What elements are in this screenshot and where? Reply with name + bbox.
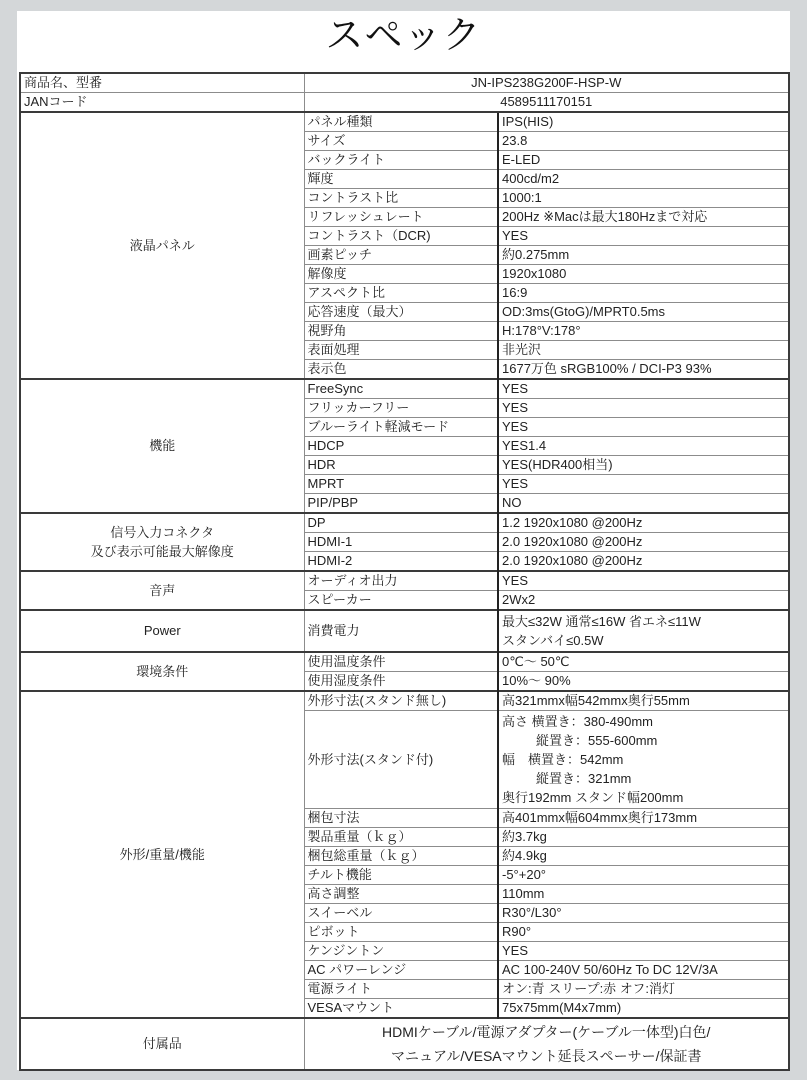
spec-key: PIP/PBP xyxy=(304,494,498,514)
group-label-accessories: 付属品 xyxy=(20,1018,304,1070)
spec-key: 応答速度（最大） xyxy=(304,303,498,322)
table-row xyxy=(20,610,789,652)
group-label-features: 機能 xyxy=(20,379,304,513)
table-row xyxy=(20,652,789,672)
spec-value: 10%～ 90% xyxy=(498,672,789,692)
table-row-jan xyxy=(20,93,789,113)
spec-key: MPRT xyxy=(304,475,498,494)
spec-value: 2Wx2 xyxy=(498,591,789,611)
spec-value-power xyxy=(498,610,789,652)
spec-key: 消費電力 xyxy=(304,610,498,652)
spec-value-stand-dimensions xyxy=(498,711,789,809)
spec-value: YES xyxy=(498,571,789,591)
spec-key: スイーベル xyxy=(304,904,498,923)
value-line: 高さ 横置き：380-490mm xyxy=(502,714,653,729)
spec-key: ケンジントン xyxy=(304,942,498,961)
spec-key: 外形寸法(スタンド無し) xyxy=(304,691,498,711)
spec-value: YES xyxy=(498,942,789,961)
value-line: 縦置き：555-600mm xyxy=(536,733,658,748)
spec-value: NO xyxy=(498,494,789,514)
spec-key: ピボット xyxy=(304,923,498,942)
table-row xyxy=(20,379,789,399)
spec-key: 高さ調整 xyxy=(304,885,498,904)
row-label: 商品名、型番 xyxy=(20,73,304,93)
value-line: 幅 横置き：542mm xyxy=(502,752,624,767)
spec-value: AC 100-240V 50/60Hz To DC 12V/3A xyxy=(498,961,789,980)
table-row xyxy=(20,513,789,533)
value-line: スタンバイ≤0.5W xyxy=(502,633,604,648)
spec-key: 使用湿度条件 xyxy=(304,672,498,692)
spec-key: バックライト xyxy=(304,151,498,170)
table-row-accessories xyxy=(20,1018,789,1070)
spec-key: 外形寸法(スタンド付) xyxy=(304,711,498,809)
accessories-value xyxy=(304,1018,789,1070)
spec-key: HDMI-2 xyxy=(304,552,498,572)
spec-key: 輝度 xyxy=(304,170,498,189)
spec-sheet-page xyxy=(17,11,790,1070)
spec-value: R90° xyxy=(498,923,789,942)
spec-key: HDMI-1 xyxy=(304,533,498,552)
spec-value: 高321mmx幅542mmx奥行55mm xyxy=(498,691,789,711)
spec-value: 23.8 xyxy=(498,132,789,151)
spec-table xyxy=(19,72,790,1071)
spec-value: H:178°V:178° xyxy=(498,322,789,341)
spec-value: 約0.275mm xyxy=(498,246,789,265)
spec-value: YES xyxy=(498,227,789,246)
spec-value: R30°/L30° xyxy=(498,904,789,923)
table-row xyxy=(20,691,789,711)
value-line: 最大≤32W 通常≤16W 省エネ≤11W xyxy=(502,614,701,629)
group-label-input-connectors xyxy=(20,513,304,571)
spec-value: IPS(HIS) xyxy=(498,112,789,132)
spec-value: 75x75mm(M4x7mm) xyxy=(498,999,789,1019)
spec-key: チルト機能 xyxy=(304,866,498,885)
spec-value: 約3.7kg xyxy=(498,828,789,847)
value-line: マニュアル/VESAマウント延長スペーサー/保証書 xyxy=(390,1048,702,1064)
spec-value: YES xyxy=(498,475,789,494)
spec-value: YES(HDR400相当) xyxy=(498,456,789,475)
spec-key: コントラスト（DCR) xyxy=(304,227,498,246)
spec-key: AC パワーレンジ xyxy=(304,961,498,980)
spec-key: HDCP xyxy=(304,437,498,456)
spec-key: 視野角 xyxy=(304,322,498,341)
spec-key: 梱包寸法 xyxy=(304,809,498,828)
spec-value: YES1.4 xyxy=(498,437,789,456)
spec-value: 非光沢 xyxy=(498,341,789,360)
group-label-audio: 音声 xyxy=(20,571,304,610)
spec-key: オーディオ出力 xyxy=(304,571,498,591)
spec-key: ブルーライト軽減モード xyxy=(304,418,498,437)
spec-value: 110mm xyxy=(498,885,789,904)
group-label-line: 及び表示可能最大解像度 xyxy=(90,544,234,559)
group-label-dimensions: 外形/重量/機能 xyxy=(20,691,304,1018)
spec-key: スピーカー xyxy=(304,591,498,611)
spec-value: 400cd/m2 xyxy=(498,170,789,189)
group-label-line: 信号入力コネクタ xyxy=(110,525,215,540)
spec-key: パネル種類 xyxy=(304,112,498,132)
spec-key: 梱包総重量（ｋｇ） xyxy=(304,847,498,866)
spec-key: 製品重量（ｋｇ） xyxy=(304,828,498,847)
table-row xyxy=(20,112,789,132)
spec-key: フリッカーフリー xyxy=(304,399,498,418)
spec-value: 2.0 1920x1080 @200Hz xyxy=(498,552,789,572)
spec-key: DP xyxy=(304,513,498,533)
table-row xyxy=(20,571,789,591)
table-row-model xyxy=(20,73,789,93)
spec-key: アスペクト比 xyxy=(304,284,498,303)
spec-value: 16:9 xyxy=(498,284,789,303)
spec-key: 画素ピッチ xyxy=(304,246,498,265)
spec-key: 解像度 xyxy=(304,265,498,284)
spec-key: 表示色 xyxy=(304,360,498,380)
jan-code: 4589511170151 xyxy=(304,93,789,113)
row-label: JANコード xyxy=(20,93,304,113)
spec-value: 高401mmx幅604mmx奥行173mm xyxy=(498,809,789,828)
spec-value: -5°+20° xyxy=(498,866,789,885)
spec-key: リフレッシュレート xyxy=(304,208,498,227)
spec-value: 1677万色 sRGB100% / DCI-P3 93% xyxy=(498,360,789,380)
group-label-power: Power xyxy=(20,610,304,652)
group-label-environment: 環境条件 xyxy=(20,652,304,691)
spec-value: E-LED xyxy=(498,151,789,170)
spec-value: YES xyxy=(498,379,789,399)
spec-key: 使用温度条件 xyxy=(304,652,498,672)
spec-value: 0℃～ 50℃ xyxy=(498,652,789,672)
spec-key: HDR xyxy=(304,456,498,475)
spec-value: YES xyxy=(498,418,789,437)
spec-value: 200Hz ※Macは最大180Hzまで対応 xyxy=(498,208,789,227)
spec-key: FreeSync xyxy=(304,379,498,399)
spec-value: 約4.9kg xyxy=(498,847,789,866)
spec-value: オン:青 スリープ:赤 オフ:消灯 xyxy=(498,980,789,999)
page-title: スペック xyxy=(325,15,482,57)
model-number: JN-IPS238G200F-HSP-W xyxy=(304,73,789,93)
spec-key: VESAマウント xyxy=(304,999,498,1019)
spec-key: サイズ xyxy=(304,132,498,151)
spec-key: 電源ライト xyxy=(304,980,498,999)
spec-key: 表面処理 xyxy=(304,341,498,360)
spec-key: コントラスト比 xyxy=(304,189,498,208)
spec-value: YES xyxy=(498,399,789,418)
spec-value: 2.0 1920x1080 @200Hz xyxy=(498,533,789,552)
value-line: 奥行192mm スタンド幅200mm xyxy=(502,790,684,805)
group-label-lcd-panel: 液晶パネル xyxy=(20,112,304,379)
value-line: 縦置き：321mm xyxy=(536,771,632,786)
spec-value: 1000:1 xyxy=(498,189,789,208)
spec-value: 1.2 1920x1080 @200Hz xyxy=(498,513,789,533)
spec-value: OD:3ms(GtoG)/MPRT0.5ms xyxy=(498,303,789,322)
value-line: HDMIケーブル/電源アダプター(ケーブル一体型)白色/ xyxy=(382,1024,711,1040)
spec-value: 1920x1080 xyxy=(498,265,789,284)
